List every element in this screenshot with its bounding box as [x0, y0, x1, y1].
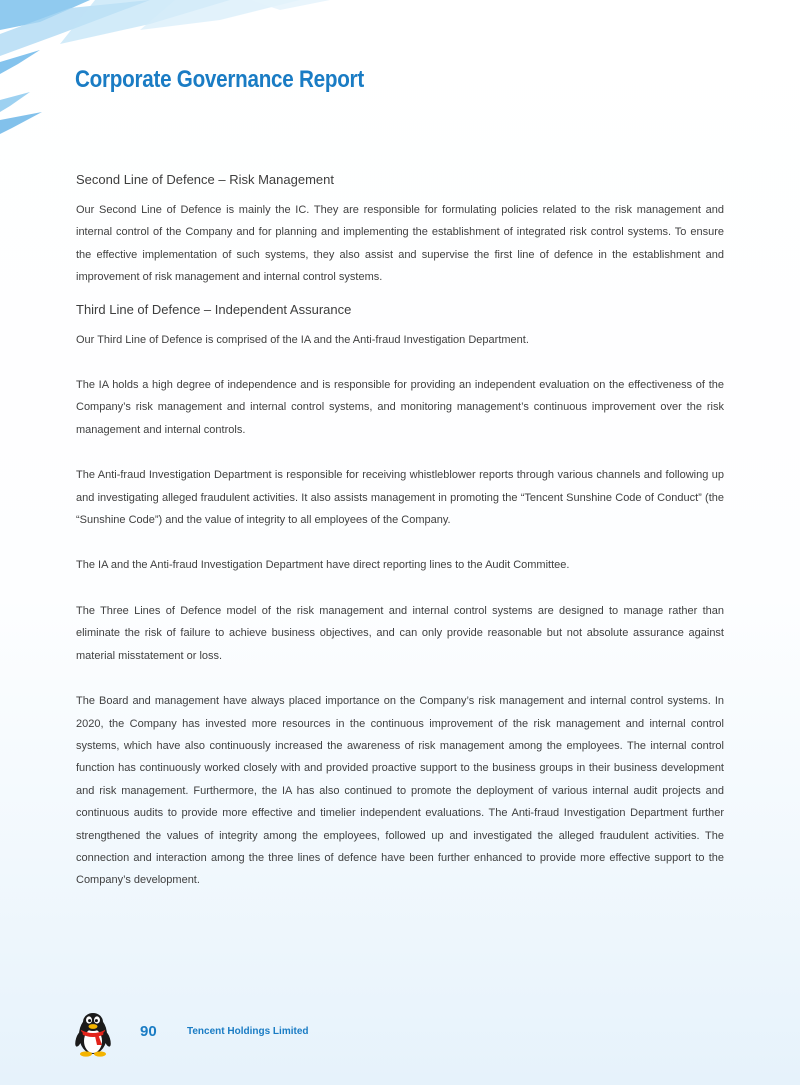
page-title: Corporate Governance Report [75, 66, 364, 93]
paragraph: The Three Lines of Defence model of the risk management and internal control systems are designed to manage rather than eliminate the risk of failure to achieve business objectives, and can only provide reasonable but not absolute assurance against material misstatement or loss. [76, 604, 724, 662]
penguin-mascot-icon [72, 1005, 114, 1057]
paragraph: Our Third Line of Defence is comprised of the IA and the Anti-fraud Investigation Department. [76, 333, 529, 346]
paragraph: The IA holds a high degree of independence and is responsible for providing an independent evaluation on the effectiveness of the Company’s risk management and internal control systems, and monitoring management’s continuous improvement over the risk management and internal controls. [76, 379, 724, 436]
company-name: Tencent Holdings Limited [187, 1026, 309, 1037]
paragraph: The Anti-fraud Investigation Department is responsible for receiving whistleblower reports through various channels and following up and investigating alleged fraudulent activities. It also assists management in promoting the “Tencent Sunshine Code of Conduct” (the “Sunshine Code”) and the value of integrity to all employees of the Company. [76, 469, 724, 527]
paragraph: The Board and management have always placed importance on the Company’s risk management and internal control systems. In 2020, the Company has invested more resources in the continuous improvement of the risk management and internal control systems, which have also continuously increased the awareness of risk management among the employees. The internal control function has continuously worked closely with and provided proactive support to the business groups in their business development and risk management. Furthermore, the IA has also continued to promote the deployment of various internal audit projects and continuous audits to provide more effective and timelier independent evaluations. The Anti-fraud Investigation Department further strengthened the values of integrity among the employees, followed up and investigated the alleged fraudulent activities. The connection and interaction among the three lines of defence have been further enhanced to provide more effective support to the Company’s development. [76, 695, 724, 887]
page-number: 90 [140, 1023, 157, 1040]
paragraph: The IA and the Anti-fraud Investigation Department have direct reporting lines to the Audit Committee. [76, 559, 570, 572]
page-footer [0, 1005, 800, 1065]
section-heading-second-line: Second Line of Defence – Risk Management [76, 172, 334, 187]
section-heading-third-line: Third Line of Defence – Independent Assurance [76, 301, 352, 317]
report-body [76, 170, 724, 892]
paragraph: Our Second Line of Defence is mainly the IC. They are responsible for formulating policies related to the risk management and internal control of the Company and for planning and implementing the establishment of integrated risk control systems. To ensure the effective implementation of such systems, they also assist and supervise the first line of defence in the establishment and improvement of risk management and internal control systems. [76, 204, 724, 284]
